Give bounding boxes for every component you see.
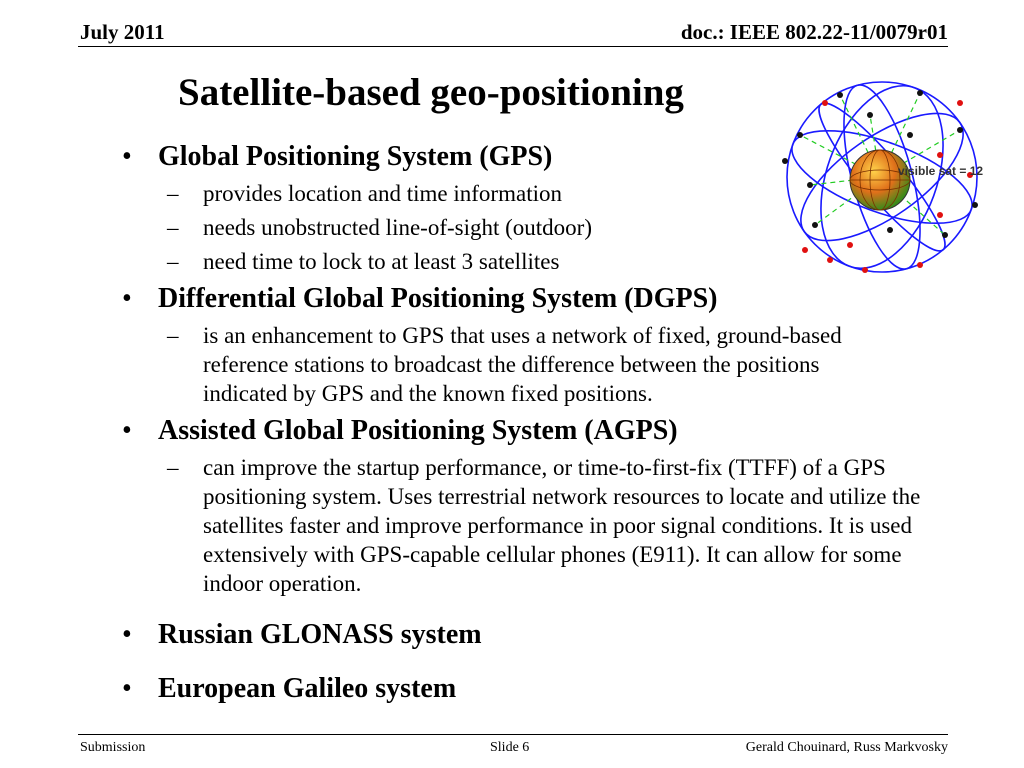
sub-bullet-text: provides location and time information: [203, 181, 562, 206]
bullet-dgps: [80, 282, 960, 316]
bullet-text: Russian GLONASS system: [158, 619, 482, 650]
bullet-glonass: [80, 618, 960, 652]
sub-bullet-text: need time to lock to at least 3 satellites: [203, 249, 560, 274]
bullet-list: [80, 134, 960, 706]
bullet-galileo: [80, 672, 960, 706]
sub-bullet-text: needs unobstructed line-of-sight (outdoor): [203, 215, 592, 240]
bullet-agps: [80, 414, 960, 448]
header-doc-id: doc.: IEEE 802.22-11/0079r01: [680, 20, 948, 44]
footer-divider: [78, 734, 948, 735]
header-date: July 2011: [80, 20, 165, 44]
sub-bullet-text: is an enhancement to GPS that uses a network of fixed, ground-based reference stations to broadcast the difference between the positions indicated by GPS and the known fixed positions.: [203, 323, 842, 406]
footer-slide-number: Slide 6: [490, 740, 530, 755]
visible-sat-label: visible sat = 12: [898, 164, 984, 178]
footer-submission: Submission: [80, 740, 146, 755]
sub-bullet: – can improve the startup performance, or time-to-first-fix (TTFF) of a GPS positioning system. Uses terrestrial network resources to locate and utilize the satellites faster and improve performance in poor signal conditions. It is used extensively with GPS-capable cellular phones (E911). It can allow for some indoor operation.: [167, 455, 921, 596]
footer-authors: Gerald Chouinard, Russ Markvosky: [745, 740, 948, 755]
bullet-text: Assisted Global Positioning System (AGPS): [158, 415, 678, 446]
bullet-text: European Galileo system: [158, 673, 457, 704]
sub-bullet: – is an enhancement to GPS that uses a network of fixed, ground-based reference stations to broadcast the difference between the positions indicated by GPS and the known fixed positions.: [167, 323, 842, 406]
sub-bullet: – provides location and time information: [167, 181, 562, 206]
sub-bullet: – need time to lock to at least 3 satellites: [167, 249, 560, 274]
bullet-text: Global Positioning System (GPS): [158, 141, 553, 172]
bullet-marker: •: [122, 141, 132, 172]
bullet-marker: •: [122, 283, 132, 314]
bullet-marker: •: [122, 415, 132, 446]
sub-bullet-text: can improve the startup performance, or time-to-first-fix (TTFF) of a GPS positioning system. Uses terrestrial network resources to locate and utilize the satellites faster and improve performance in poor signal conditions. It is used extensively with GPS-capable cellular phones (E911). It can allow for some indoor operation.: [203, 455, 921, 596]
bullet-marker: •: [122, 673, 132, 704]
sub-bullet: – needs unobstructed line-of-sight (outdoor): [167, 215, 592, 240]
header-divider: [78, 46, 948, 47]
bullet-text: Differential Global Positioning System (DGPS): [158, 283, 718, 314]
bullet-gps: [80, 140, 960, 174]
bullet-marker: •: [122, 619, 132, 650]
slide-title: Satellite-based geo-positioning: [178, 71, 684, 114]
